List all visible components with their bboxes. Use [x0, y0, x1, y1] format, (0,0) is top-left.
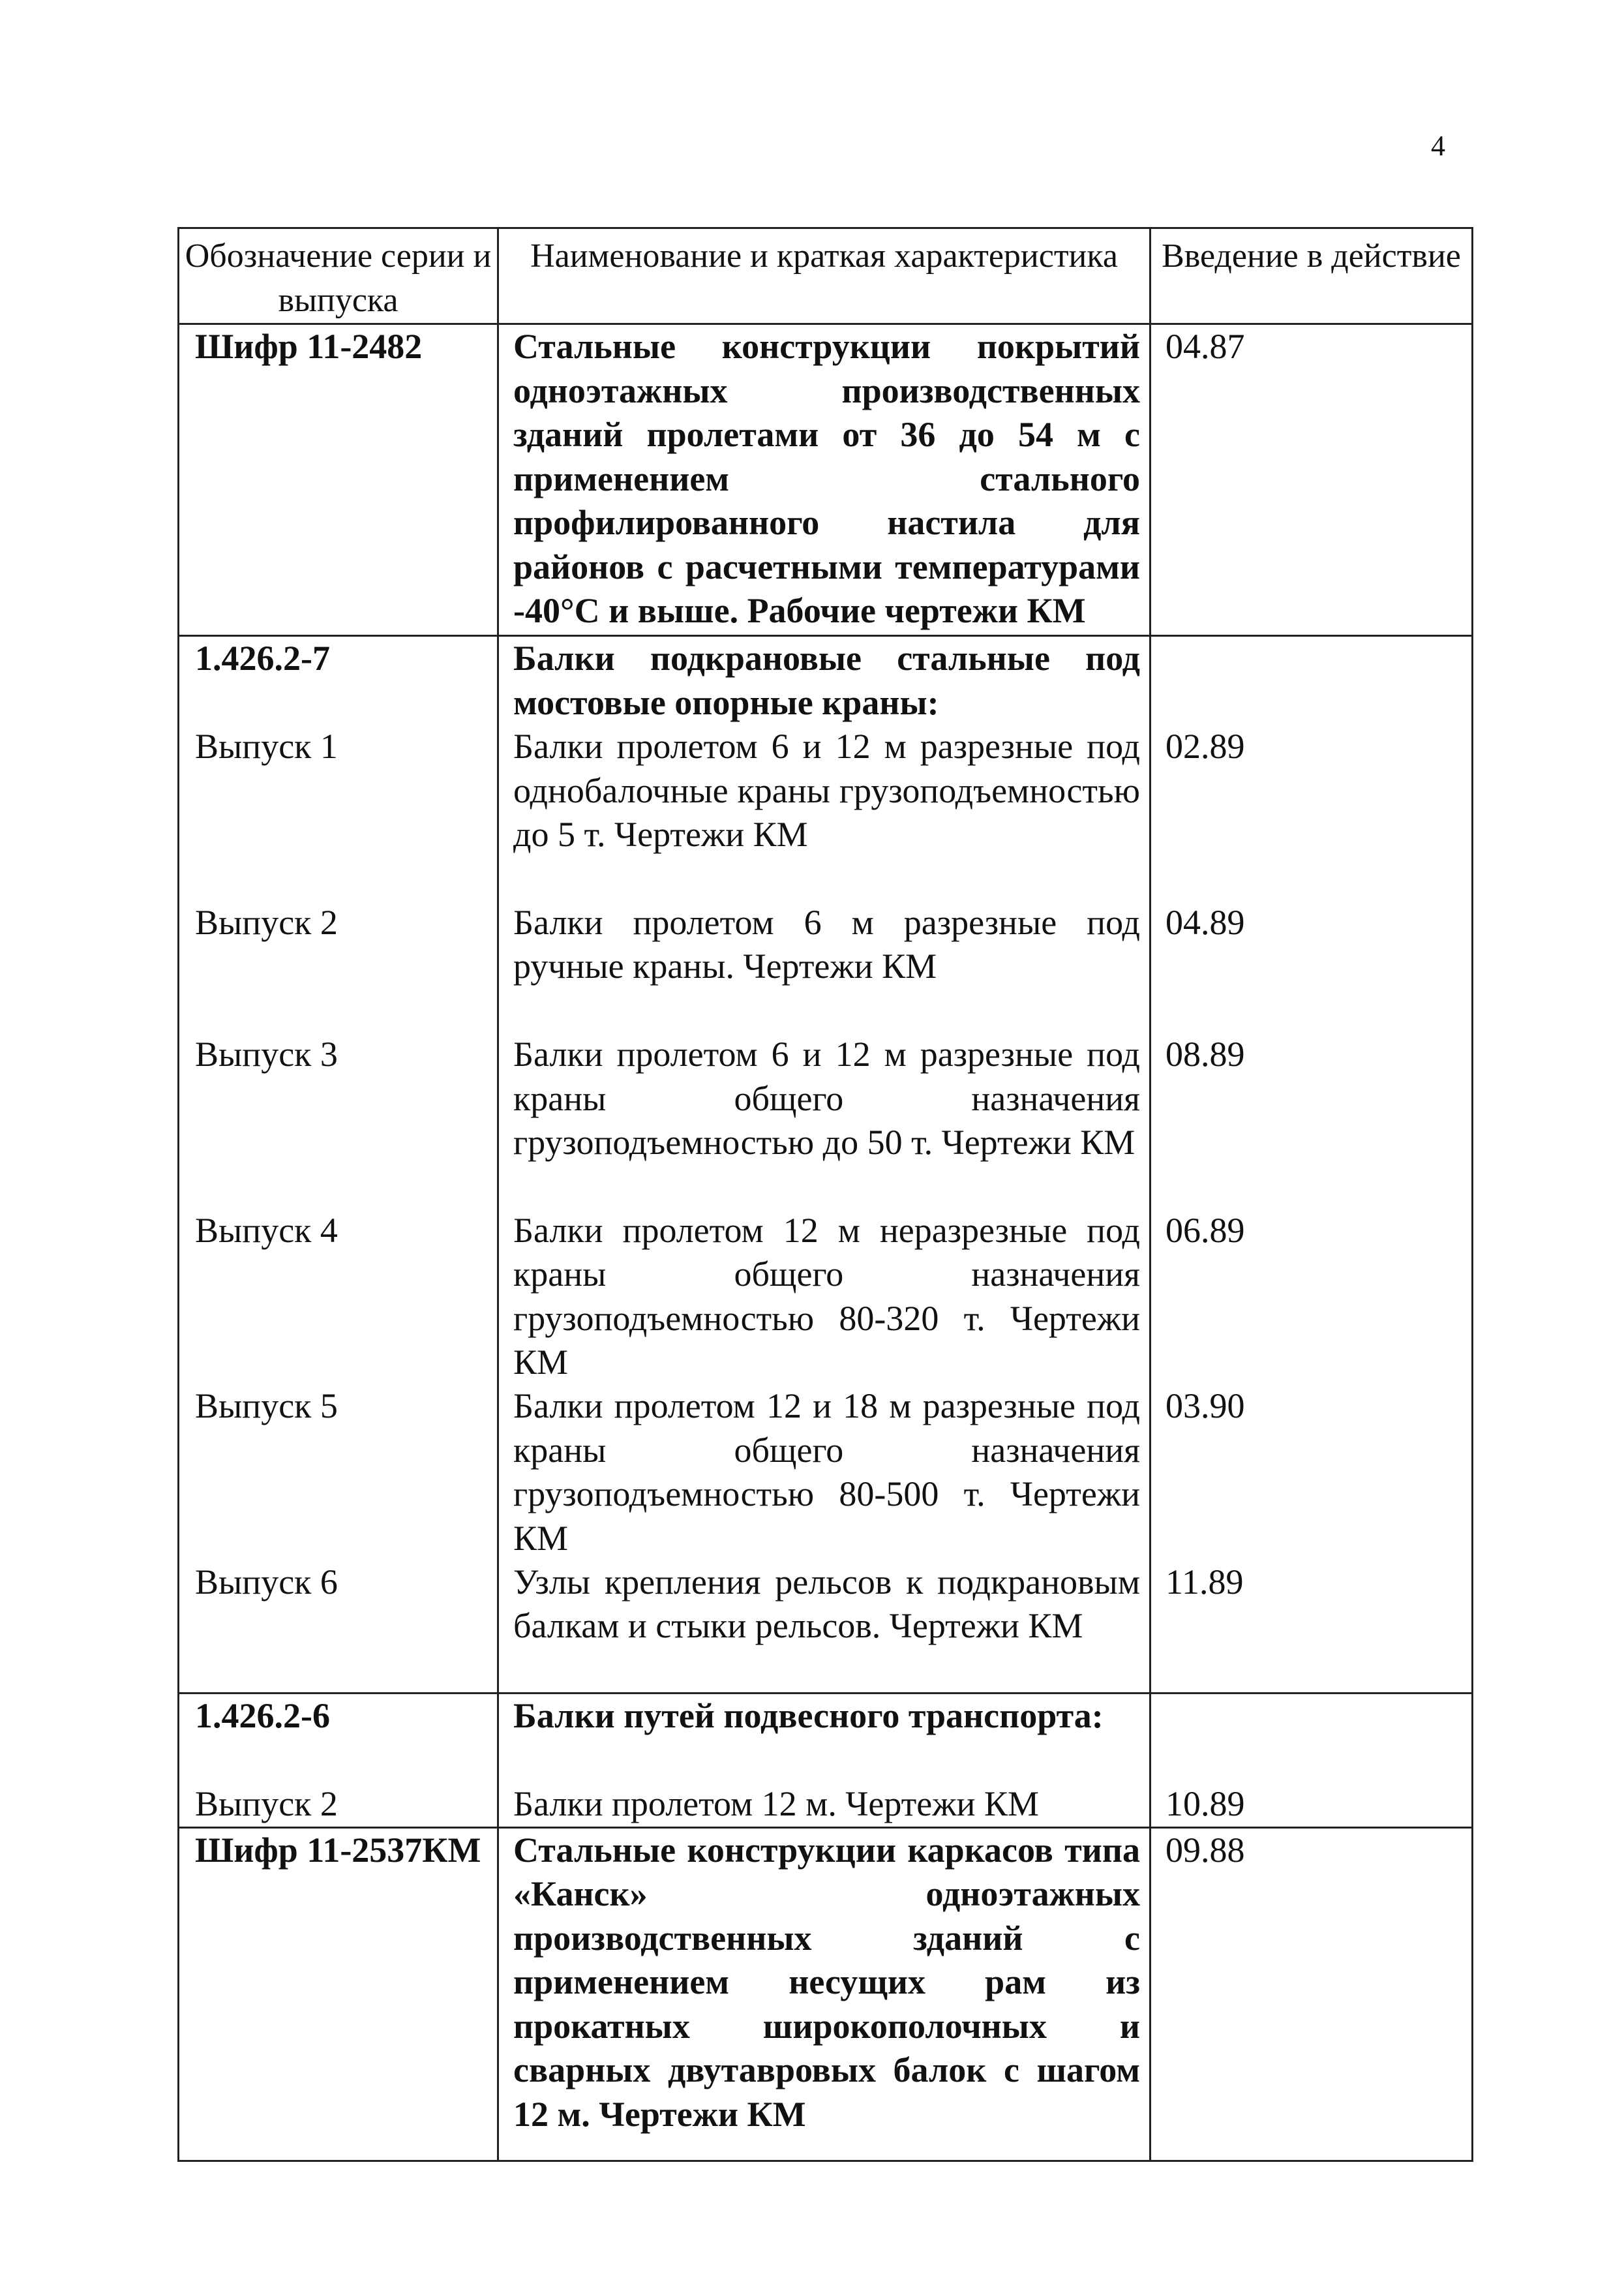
table-row	[179, 636, 1473, 1693]
series-title: Стальные конструкции покрытий одноэтажных производственных зданий пролетами от 36 до 54 м с применением стального профилированного настила для районов с расчетными температурами -40°С и выше. Рабочие чертежи КМ	[513, 327, 1140, 630]
table-row	[179, 324, 1473, 636]
series-code: 1.426.2-7	[195, 639, 330, 678]
series-title-cell	[498, 1827, 1150, 2161]
page-number: 4	[1431, 130, 1445, 162]
issue-desc: Балки пролетом 6 м разрезные под ручные краны. Чертежи КМ	[513, 902, 1140, 986]
header-name: Наименование и краткая характеристика	[498, 228, 1150, 324]
series-code-cell	[179, 324, 498, 636]
issue-date: 04.89	[1165, 902, 1245, 942]
issue-label: Выпуск 3	[195, 1035, 338, 1074]
issue-date: 06.89	[1165, 1210, 1245, 1250]
issue-label: Выпуск 6	[195, 1562, 338, 1602]
series-title-cell	[498, 324, 1150, 636]
series-date: 04.87	[1165, 327, 1245, 366]
issue-date: 10.89	[1165, 1784, 1245, 1823]
series-table	[177, 227, 1473, 2162]
issue-date: 02.89	[1165, 727, 1245, 766]
series-date-cell	[1150, 324, 1473, 636]
table-row	[179, 1693, 1473, 1827]
issue-label: Выпуск 4	[195, 1210, 338, 1250]
issue-date: 03.90	[1165, 1386, 1245, 1425]
issue-desc: Балки пролетом 6 и 12 м разрезные под краны общего назначения грузоподъемностью до 50 т. Чертежи КМ	[513, 1035, 1140, 1162]
header-series: Обозначение серии и выпуска	[179, 228, 498, 324]
series-code-cell	[179, 1827, 498, 2161]
series-date-cell	[1150, 636, 1473, 1693]
issue-desc: Узлы крепления рельсов к подкрановым балкам и стыки рельсов. Чертежи КМ	[513, 1562, 1140, 1645]
series-title: Балки подкрановые стальные под мостовые опорные краны:	[513, 639, 1140, 722]
series-title-cell	[498, 636, 1150, 1693]
series-title-cell	[498, 1693, 1150, 1827]
series-code-cell	[179, 1693, 498, 1827]
series-date: 09.88	[1165, 1830, 1245, 1870]
issue-label: Выпуск 1	[195, 727, 338, 766]
series-date-cell	[1150, 1827, 1473, 2161]
series-code: 1.426.2-6	[195, 1695, 330, 1735]
issue-desc: Балки пролетом 6 и 12 м разрезные под однобалочные краны грузоподъемностью до 5 т. Чертежи КМ	[513, 727, 1140, 854]
series-date-cell	[1150, 1693, 1473, 1827]
issue-desc: Балки пролетом 12 и 18 м разрезные под краны общего назначения грузоподъемностью 80-500 т. Чертежи КМ	[513, 1386, 1140, 1558]
series-title: Балки путей подвесного транспорта:	[513, 1695, 1104, 1735]
header-date: Введение в действие	[1150, 228, 1473, 324]
issue-label: Выпуск 5	[195, 1386, 338, 1425]
series-code-cell	[179, 636, 498, 1693]
issue-label: Выпуск 2	[195, 902, 338, 942]
series-code: Шифр 11-2482	[195, 327, 423, 366]
issue-desc: Балки пролетом 12 м. Чертежи КМ	[513, 1784, 1039, 1823]
issue-label: Выпуск 2	[195, 1784, 338, 1823]
issue-date: 11.89	[1165, 1562, 1244, 1602]
table-row	[179, 1827, 1473, 2161]
series-title: Стальные конструкции каркасов типа «Канск» одноэтажных производственных зданий с применением несущих рам из прокатных широкополочных и сварных двутавровых балок с шагом 12 м. Чертежи КМ	[513, 1830, 1140, 2134]
issue-date: 08.89	[1165, 1035, 1245, 1074]
series-code: Шифр 11-2537КМ	[195, 1830, 481, 1870]
issue-desc: Балки пролетом 12 м неразрезные под краны общего назначения грузоподъемностью 80-320 т. Чертежи КМ	[513, 1210, 1140, 1382]
table-header-row	[179, 228, 1473, 324]
